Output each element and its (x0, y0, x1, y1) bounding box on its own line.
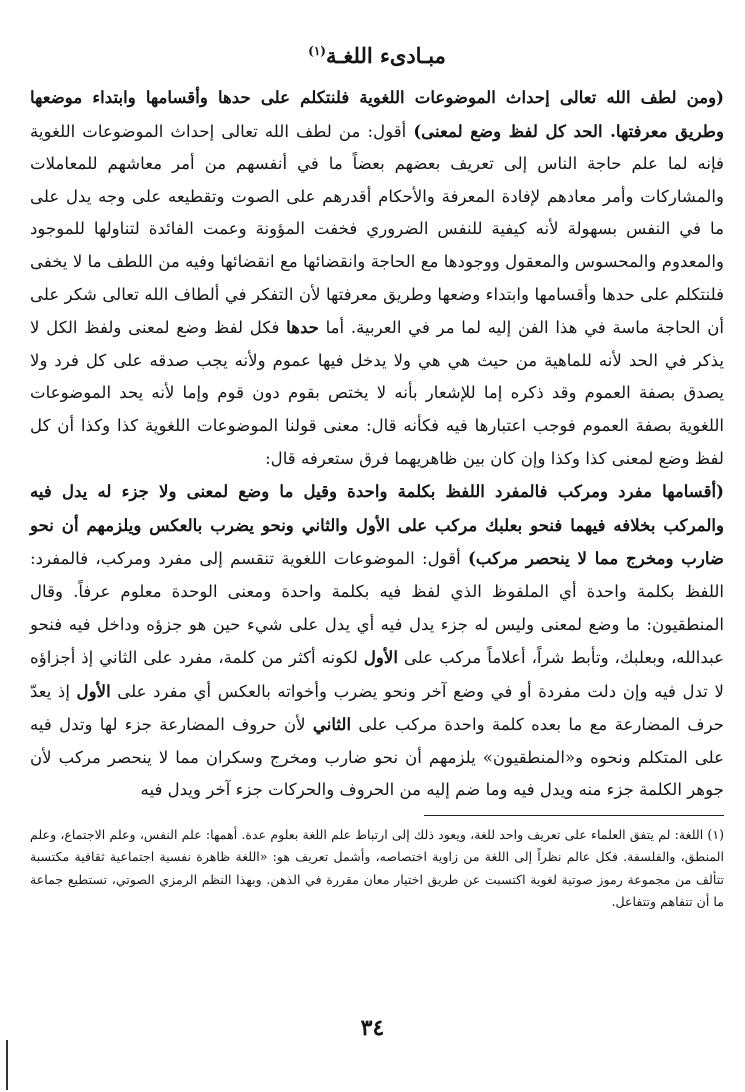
keyword-awwal-1: الأول (363, 647, 398, 668)
commentary-1b: فكل لفظ وضع لمعنى ولفظ الكل لا يذكر في الحد لأنه للماهية من حيث هي هي ولا يدخل فيها عموم ولأنه يجب صدقه على كل فرد ولا يصدق بصفة العموم وقد ذكره إما للإشعار بأنه لا يختص بقوم دون قوم وإما لأنه يحد الموضوعات اللغوية بصفة العموم فوجب اعتبارها فيه فكأنه قال: معنى قولنا الموضوعات اللغوية كذا وكذا أن كل لفظ وضع لمعنى كذا وكذا وإن كان بين ظاهريهما فرق ستعرفه قال: (30, 318, 724, 468)
commentary-2b: لكونه أكثر من كلمة، مفرد على الثاني إذ أجزاؤه لا تدل فيه وإن دلت مفردة أو في وضع آخر ونحو يضرب وأخواته بالعكس أي مفرد على (30, 648, 724, 701)
commentary-2d: لأن حروف المضارعة جزء لها وتدل فيه على المتكلم ونحوه و«المنطقيون» يلزمهم أن نحو ضارب ومخرج وسكران مما لا ينحصر مركب لأن جوهر الكلمة جزء منه ويدل فيه وما ضم إليه من الحروف والحركات جزء آخر ويدل فيه (30, 715, 724, 800)
page-title (30, 36, 724, 71)
keyword-thani: الثاني (312, 714, 352, 735)
commentary-1: أقول: من لطف الله تعالى إحداث الموضوعات اللغوية فإنه لما علم حاجة الناس إلى تعريف بعضهم بعضاً ما في أنفسهم من أمر معاشهم للمعاملات والمشاركات وأمر معادهم لإفادة المعرفة والأحكام أقدرهم على الصوت وتقطيعه على وجه يدل على ما في النفس بسهولة لأنه كيفية للنفس الضروري فخفت المؤونة وعمت الفائدة لتناولها للموجود والمعدوم والمحسوس والمعقول ووجودها مع الحاجة وانقضائها مع انقضائها وفيه من اللطف ما لا يخفى فلنتكلم على حدها وأقسامها وابتداء وضعها وطريق معرفتها لأن التفكر في ألطاف الله تعالى شكر على أن الحاجة ماسة في هذا الفن إليه لما مر في العربية. أما (30, 121, 724, 338)
title-text: مبـادىء اللغـة (325, 43, 446, 68)
paragraph-1 (30, 81, 724, 475)
keyword-hadduha: حدها (286, 317, 319, 338)
footnote: (١) اللغة: لم يتفق العلماء على تعريف واحد للغة، ويعود ذلك إلى ارتباط علم اللغة بعلوم عدة. أهمها: علم النفس، وعلم الاجتماع، وعلم المنطق، والفلسفة. فكل عالم نظراً إلى اللغة من زاوية اختصاصه، وأشمل تعريف هو: «اللغة ظاهرة نفسية اجتماعية ثقافية مكتسبة تتألف من مجموعة رموز صوتية لغوية اكتسبت عن طريق اختيار معان مقررة في الذهن. وبهذا النظم الرمزي الصوتي، تستطيع جماعة ما أن تتفاهم وتتفاعل. (30, 827, 724, 910)
commentary-2: أقول: الموضوعات اللغوية تنقسم إلى مفرد ومركب، فالمفرد: اللفظ بكلمة واحدة أي الملفوظ الذي لفظ فيه بكلمة واحدة ومعنى الوحدة معلوم عرفاً. وقال المنطقيون: ما وضع لمعنى وليس له جزء يدل فيه أي يدل على شيء حين هو جزؤه وداخل فيه فنحو عبدالله، وبعلبك، وتأبط شراً، أعلاماً مركب على (30, 549, 724, 668)
paragraph-2 (30, 475, 724, 807)
page-number: ٣٤ (360, 1015, 385, 1041)
keyword-awwal-2: الأول (76, 680, 111, 701)
commentary-2c: إذ يعدّ حرف المضارعة مع ما بعده كلمة واحدة مركب على (30, 681, 724, 735)
footnote-separator (424, 815, 724, 816)
title-footnote-ref: (١) (308, 44, 326, 58)
binding-edge-mark (6, 1040, 8, 1090)
page-content (30, 36, 724, 914)
matn-quote-2: (أقسامها مفرد ومركب فالمفرد اللفظ بكلمة واحدة وقيل ما وضع لمعنى ولا جزء له يدل فيه والمركب بخلافه فيهما فنحو بعلبك مركب على الأول والثاني ونحو يضرب بالعكس ويلزمهم أن نحو ضارب ومخرج مما لا ينحصر مركب) (30, 481, 725, 569)
matn-quote-1: (ومن لطف الله تعالى إحداث الموضوعات اللغوية فلنتكلم على حدها وأقسامها وابتداء موضعها وطريق معرفتها. الحد كل لفظ وضع لمعنى) (30, 87, 724, 141)
